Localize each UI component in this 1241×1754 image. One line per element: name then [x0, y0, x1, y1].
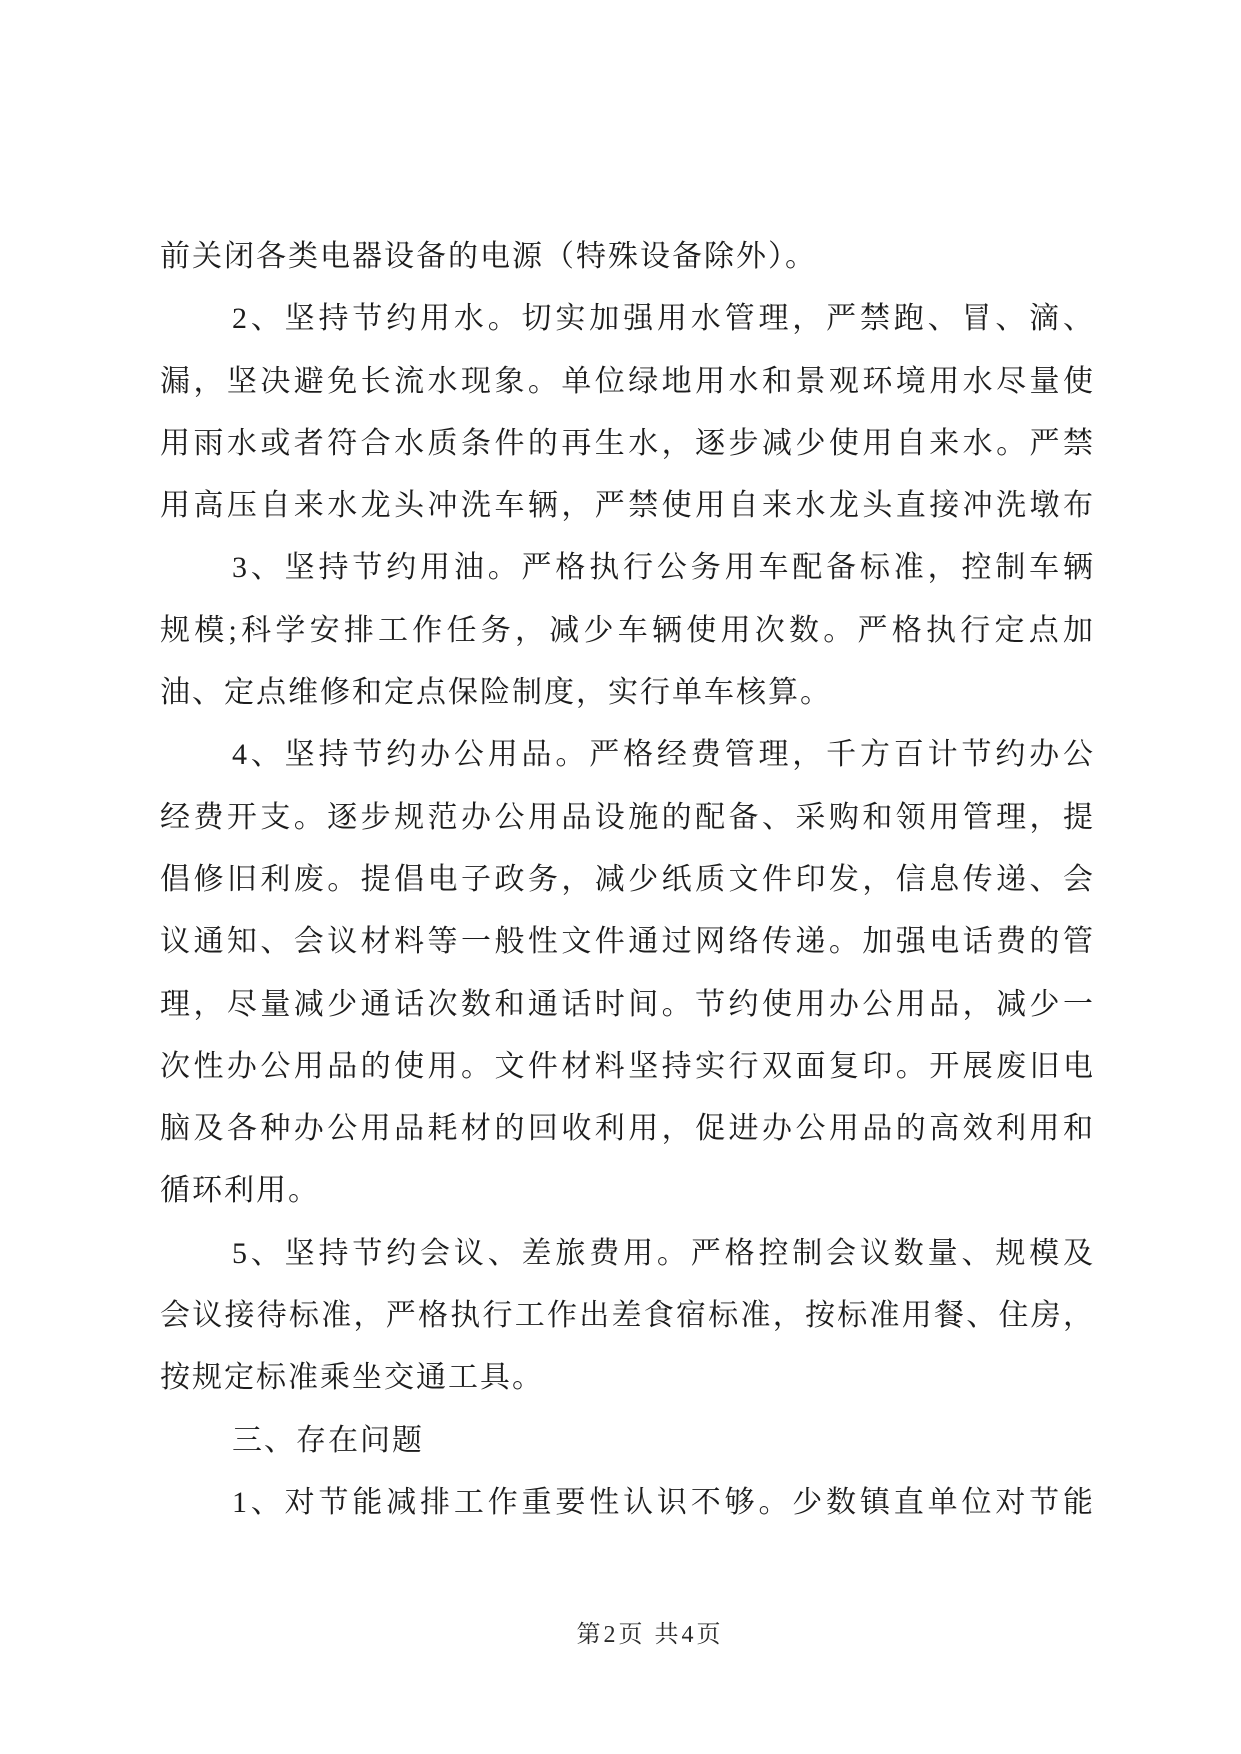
body-line: 漏，坚决避免长流水现象。单位绿地用水和景观环境用水尽量使 [160, 364, 1095, 398]
body-line: 会议接待标准，严格执行工作出差食宿标准，按标准用餐、住房， [160, 1299, 1095, 1333]
body-line: 三、存在问题 [232, 1423, 424, 1457]
body-line: 3、坚持节约用油。严格执行公务用车配备标准，控制车辆 [232, 551, 1095, 585]
body-line: 1、对节能减排工作重要性认识不够。少数镇直单位对节能 [232, 1485, 1095, 1519]
body-line: 用雨水或者符合水质条件的再生水，逐步减少使用自来水。严禁 [160, 426, 1095, 460]
body-line: 次性办公用品的使用。文件材料坚持实行双面复印。开展废旧电 [160, 1049, 1095, 1083]
body-line: 油、定点维修和定点保险制度，实行单车核算。 [160, 676, 832, 710]
body-line: 2、坚持节约用水。切实加强用水管理，严禁跑、冒、滴、 [232, 302, 1095, 336]
body-line: 按规定标准乘坐交通工具。 [160, 1361, 544, 1395]
body-line: 理，尽量减少通话次数和通话时间。节约使用办公用品，减少一 [160, 987, 1095, 1021]
body-line: 规模;科学安排工作任务，减少车辆使用次数。严格执行定点加 [160, 613, 1095, 647]
body-line: 议通知、会议材料等一般性文件通过网络传递。加强电话费的管 [160, 925, 1095, 959]
page-number-label: 第2页 共4页 [576, 1622, 724, 1648]
body-line: 5、坚持节约会议、差旅费用。严格控制会议数量、规模及 [232, 1236, 1095, 1270]
body-line: 4、坚持节约办公用品。严格经费管理，千方百计节约办公 [232, 738, 1095, 772]
body-line: 循环利用。 [160, 1174, 320, 1208]
body-line: 脑及各种办公用品耗材的回收利用，促进办公用品的高效利用和 [160, 1112, 1095, 1146]
body-line: 经费开支。逐步规范办公用品设施的配备、采购和领用管理，提 [160, 800, 1095, 834]
page-footer [160, 1604, 1140, 1666]
body-line: 前关闭各类电器设备的电源（特殊设备除外）。 [160, 240, 817, 273]
body-line: 用高压自来水龙头冲洗车辆，严禁使用自来水龙头直接冲洗墩布 [160, 489, 1095, 523]
document-body [160, 226, 1095, 1534]
body-line: 倡修旧利废。提倡电子政务，减少纸质文件印发，信息传递、会 [160, 862, 1095, 896]
